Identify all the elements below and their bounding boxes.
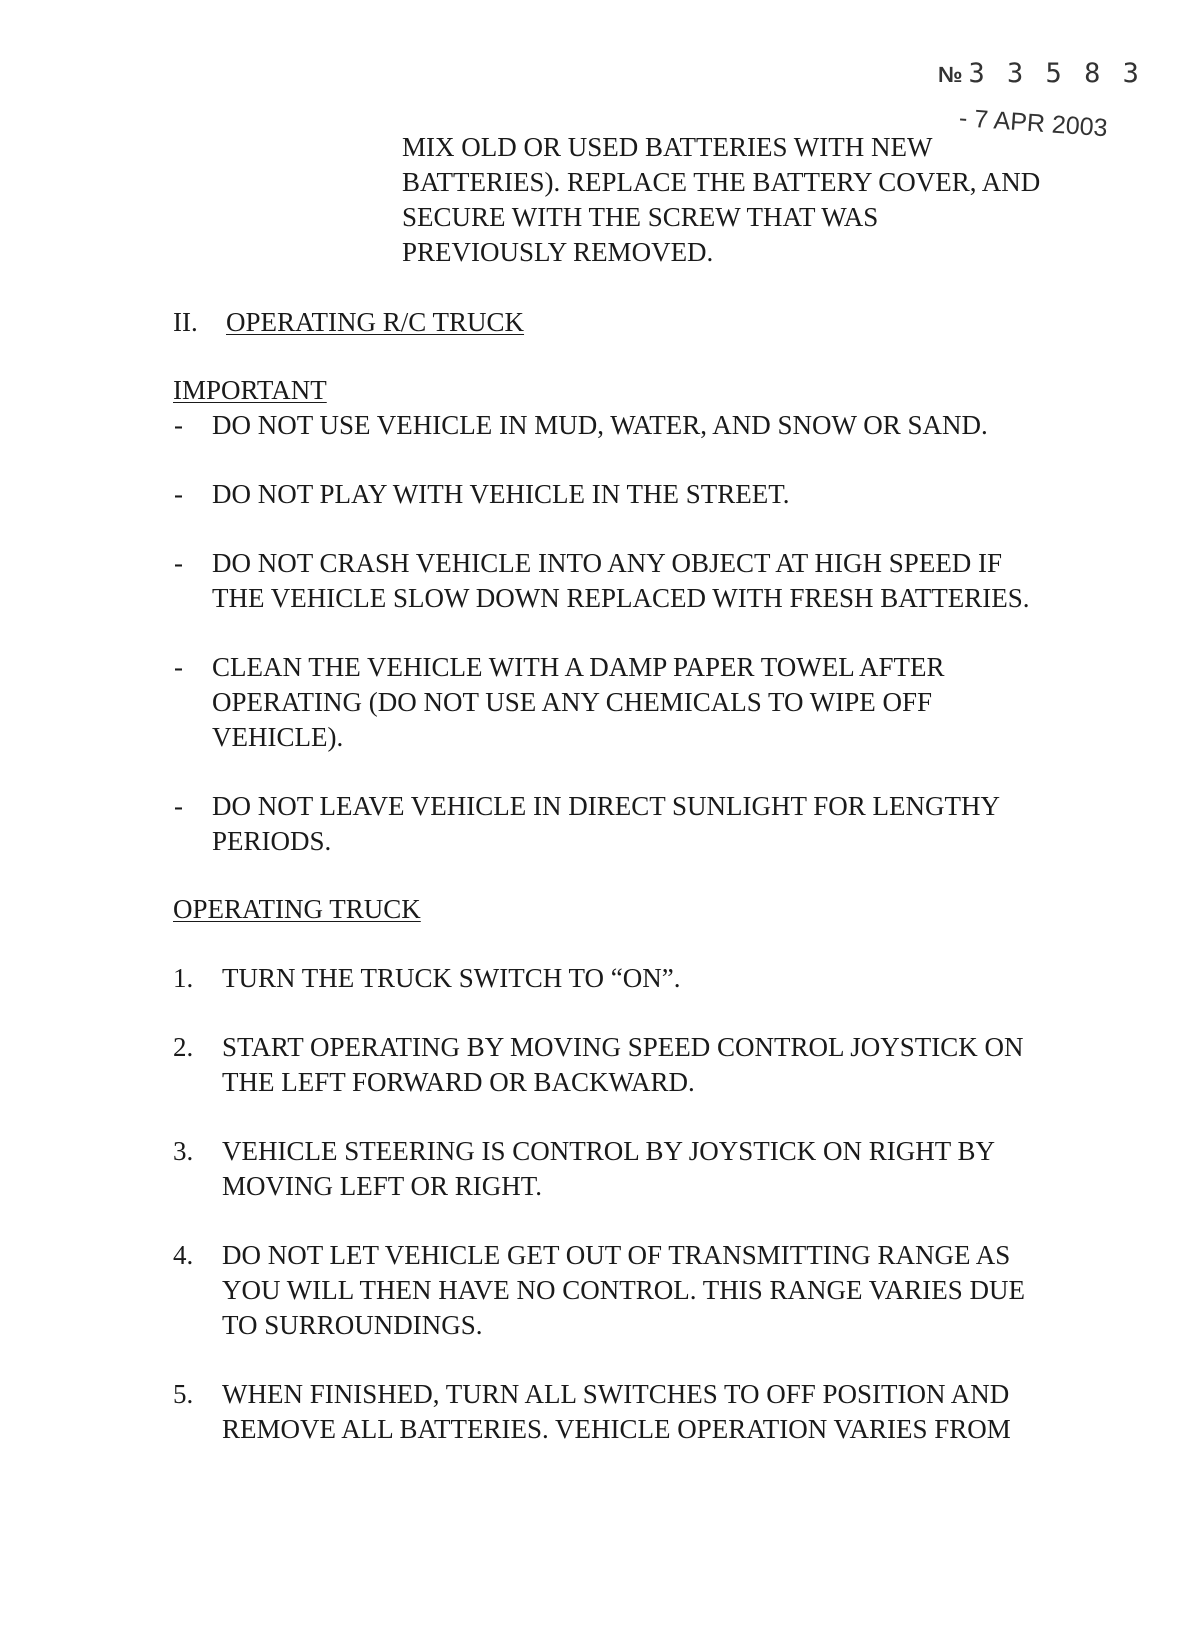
intro-line: BATTERIES). REPLACE THE BATTERY COVER, AND xyxy=(402,167,1041,197)
step-line: REMOVE ALL BATTERIES. VEHICLE OPERATION VARIES FROM xyxy=(222,1414,1011,1444)
operating-heading: OPERATING TRUCK xyxy=(173,894,421,924)
intro-line: PREVIOUSLY REMOVED. xyxy=(402,237,714,267)
intro-line: MIX OLD OR USED BATTERIES WITH NEW xyxy=(402,132,933,162)
bullet-dash: - xyxy=(174,479,183,509)
bullet-dash: - xyxy=(174,791,183,821)
step-line: DO NOT LET VEHICLE GET OUT OF TRANSMITTING RANGE AS xyxy=(222,1240,1011,1270)
important-line: PERIODS. xyxy=(212,826,332,856)
important-line: OPERATING (DO NOT USE ANY CHEMICALS TO WIPE OFF xyxy=(212,687,933,717)
step-line: THE LEFT FORWARD OR BACKWARD. xyxy=(222,1067,695,1097)
step-line: TO SURROUNDINGS. xyxy=(222,1310,483,1340)
important-line: DO NOT CRASH VEHICLE INTO ANY OBJECT AT HIGH SPEED IF xyxy=(212,548,1003,578)
step-line: TURN THE TRUCK SWITCH TO “ON”. xyxy=(222,963,681,993)
step-line: MOVING LEFT OR RIGHT. xyxy=(222,1171,542,1201)
step-number: 5. xyxy=(173,1379,194,1409)
document-number xyxy=(938,58,1142,89)
number-sign: № xyxy=(938,62,963,87)
document-number-value: 3 3 5 8 3 xyxy=(968,58,1142,89)
important-line: DO NOT LEAVE VEHICLE IN DIRECT SUNLIGHT FOR LENGTHY xyxy=(212,791,1000,821)
bullet-dash: - xyxy=(174,652,183,682)
date-stamp: - 7 APR 2003 xyxy=(958,104,1109,143)
step-line: WHEN FINISHED, TURN ALL SWITCHES TO OFF POSITION AND xyxy=(222,1379,1010,1409)
bullet-dash: - xyxy=(174,410,183,440)
step-line: START OPERATING BY MOVING SPEED CONTROL JOYSTICK ON xyxy=(222,1032,1024,1062)
step-number: 4. xyxy=(173,1240,194,1270)
step-number: 3. xyxy=(173,1136,194,1166)
section-title: OPERATING R/C TRUCK xyxy=(226,307,525,337)
important-line: DO NOT PLAY WITH VEHICLE IN THE STREET. xyxy=(212,479,790,509)
important-heading: IMPORTANT xyxy=(173,375,327,405)
step-number: 1. xyxy=(173,963,194,993)
important-line: CLEAN THE VEHICLE WITH A DAMP PAPER TOWEL AFTER xyxy=(212,652,945,682)
step-line: YOU WILL THEN HAVE NO CONTROL. THIS RANGE VARIES DUE xyxy=(222,1275,1025,1305)
important-line: THE VEHICLE SLOW DOWN REPLACED WITH FRESH BATTERIES. xyxy=(212,583,1030,613)
step-number: 2. xyxy=(173,1032,194,1062)
step-line: VEHICLE STEERING IS CONTROL BY JOYSTICK ON RIGHT BY xyxy=(222,1136,995,1166)
important-line: DO NOT USE VEHICLE IN MUD, WATER, AND SNOW OR SAND. xyxy=(212,410,988,440)
bullet-dash: - xyxy=(174,548,183,578)
important-line: VEHICLE). xyxy=(212,722,344,752)
section-numeral: II. xyxy=(173,307,198,337)
intro-line: SECURE WITH THE SCREW THAT WAS xyxy=(402,202,879,232)
